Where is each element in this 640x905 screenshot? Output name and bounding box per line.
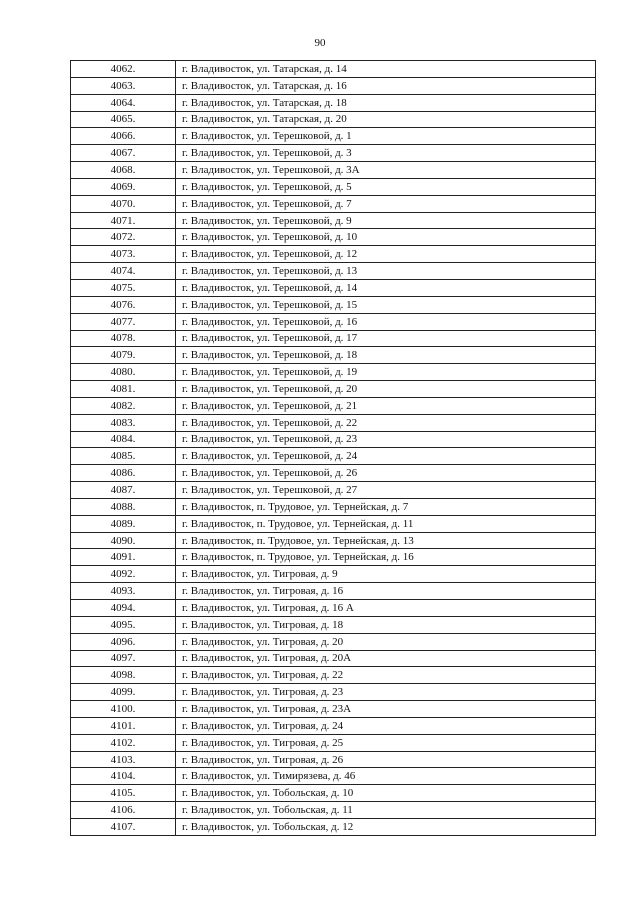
row-number-cell: 4106. — [71, 802, 176, 819]
table-row — [71, 751, 596, 768]
row-number-cell: 4066. — [71, 128, 176, 145]
row-number-cell: 4085. — [71, 448, 176, 465]
row-number-cell: 4065. — [71, 111, 176, 128]
address-cell: г. Владивосток, ул. Тобольская, д. 12 — [176, 818, 596, 835]
page-number: 90 — [314, 37, 326, 49]
address-cell: г. Владивосток, ул. Тигровая, д. 23 — [176, 684, 596, 701]
row-number-cell: 4102. — [71, 734, 176, 751]
table-row — [71, 667, 596, 684]
row-number-cell: 4079. — [71, 347, 176, 364]
table-row — [71, 482, 596, 499]
address-cell: г. Владивосток, ул. Терешковой, д. 7 — [176, 195, 596, 212]
row-number-cell: 4077. — [71, 313, 176, 330]
address-cell: г. Владивосток, п. Трудовое, ул. Тернейская, д. 13 — [176, 532, 596, 549]
row-number-cell: 4104. — [71, 768, 176, 785]
address-cell: г. Владивосток, ул. Терешковой, д. 3А — [176, 162, 596, 179]
table-row — [71, 94, 596, 111]
row-number-cell: 4093. — [71, 583, 176, 600]
address-cell: г. Владивосток, ул. Терешковой, д. 22 — [176, 414, 596, 431]
table-row — [71, 77, 596, 94]
table-row — [71, 347, 596, 364]
address-cell: г. Владивосток, ул. Тигровая, д. 23А — [176, 701, 596, 718]
row-number-cell: 4100. — [71, 701, 176, 718]
row-number-cell: 4073. — [71, 246, 176, 263]
table-row — [71, 549, 596, 566]
row-number-cell: 4078. — [71, 330, 176, 347]
row-number-cell: 4090. — [71, 532, 176, 549]
address-cell: г. Владивосток, ул. Тигровая, д. 9 — [176, 566, 596, 583]
row-number-cell: 4091. — [71, 549, 176, 566]
row-number-cell: 4064. — [71, 94, 176, 111]
address-cell: г. Владивосток, ул. Терешковой, д. 24 — [176, 448, 596, 465]
row-number-cell: 4095. — [71, 616, 176, 633]
address-cell: г. Владивосток, п. Трудовое, ул. Тернейская, д. 16 — [176, 549, 596, 566]
row-number-cell: 4097. — [71, 650, 176, 667]
row-number-cell: 4070. — [71, 195, 176, 212]
table-row — [71, 515, 596, 532]
table-row — [71, 246, 596, 263]
row-number-cell: 4105. — [71, 785, 176, 802]
row-number-cell: 4087. — [71, 482, 176, 499]
row-number-cell: 4084. — [71, 431, 176, 448]
table-row — [71, 162, 596, 179]
row-number-cell: 4082. — [71, 397, 176, 414]
row-number-cell: 4103. — [71, 751, 176, 768]
address-cell: г. Владивосток, ул. Тигровая, д. 26 — [176, 751, 596, 768]
row-number-cell: 4074. — [71, 263, 176, 280]
row-number-cell: 4098. — [71, 667, 176, 684]
table-row — [71, 785, 596, 802]
table-row — [71, 684, 596, 701]
table-row — [71, 465, 596, 482]
address-cell: г. Владивосток, ул. Терешковой, д. 12 — [176, 246, 596, 263]
table-row — [71, 448, 596, 465]
address-cell: г. Владивосток, ул. Тимирязева, д. 46 — [176, 768, 596, 785]
table-row — [71, 364, 596, 381]
address-table — [70, 60, 596, 836]
table-row — [71, 279, 596, 296]
row-number-cell: 4062. — [71, 61, 176, 78]
table-row — [71, 111, 596, 128]
address-cell: г. Владивосток, ул. Тобольская, д. 10 — [176, 785, 596, 802]
address-cell: г. Владивосток, ул. Тигровая, д. 20А — [176, 650, 596, 667]
table-row — [71, 802, 596, 819]
address-cell: г. Владивосток, ул. Татарская, д. 14 — [176, 61, 596, 78]
row-number-cell: 4081. — [71, 381, 176, 398]
address-cell: г. Владивосток, ул. Тигровая, д. 16 А — [176, 600, 596, 617]
address-cell: г. Владивосток, ул. Терешковой, д. 20 — [176, 381, 596, 398]
row-number-cell: 4092. — [71, 566, 176, 583]
address-cell: г. Владивосток, ул. Тигровая, д. 16 — [176, 583, 596, 600]
table-row — [71, 498, 596, 515]
row-number-cell: 4063. — [71, 77, 176, 94]
row-number-cell: 4094. — [71, 600, 176, 617]
row-number-cell: 4096. — [71, 633, 176, 650]
address-cell: г. Владивосток, ул. Тигровая, д. 18 — [176, 616, 596, 633]
table-row — [71, 566, 596, 583]
table-row — [71, 600, 596, 617]
address-cell: г. Владивосток, ул. Татарская, д. 18 — [176, 94, 596, 111]
address-cell: г. Владивосток, ул. Терешковой, д. 15 — [176, 296, 596, 313]
table-row — [71, 650, 596, 667]
table-row — [71, 616, 596, 633]
address-cell: г. Владивосток, п. Трудовое, ул. Тернейская, д. 11 — [176, 515, 596, 532]
table-row — [71, 229, 596, 246]
address-cell: г. Владивосток, ул. Тигровая, д. 25 — [176, 734, 596, 751]
address-cell: г. Владивосток, ул. Тигровая, д. 22 — [176, 667, 596, 684]
row-number-cell: 4076. — [71, 296, 176, 313]
address-cell: г. Владивосток, ул. Тигровая, д. 24 — [176, 717, 596, 734]
table-row — [71, 178, 596, 195]
table-row — [71, 734, 596, 751]
address-cell: г. Владивосток, ул. Терешковой, д. 9 — [176, 212, 596, 229]
address-cell: г. Владивосток, ул. Татарская, д. 20 — [176, 111, 596, 128]
row-number-cell: 4069. — [71, 178, 176, 195]
table-row — [71, 330, 596, 347]
address-cell: г. Владивосток, ул. Терешковой, д. 18 — [176, 347, 596, 364]
table-row — [71, 717, 596, 734]
address-cell: г. Владивосток, ул. Терешковой, д. 3 — [176, 145, 596, 162]
row-number-cell: 4067. — [71, 145, 176, 162]
table-row — [71, 532, 596, 549]
table-row — [71, 701, 596, 718]
address-cell: г. Владивосток, ул. Терешковой, д. 27 — [176, 482, 596, 499]
row-number-cell: 4086. — [71, 465, 176, 482]
row-number-cell: 4075. — [71, 279, 176, 296]
address-table-body — [71, 61, 596, 836]
table-row — [71, 633, 596, 650]
address-cell: г. Владивосток, ул. Терешковой, д. 23 — [176, 431, 596, 448]
address-cell: г. Владивосток, ул. Тобольская, д. 11 — [176, 802, 596, 819]
table-row — [71, 583, 596, 600]
address-cell: г. Владивосток, ул. Терешковой, д. 16 — [176, 313, 596, 330]
row-number-cell: 4107. — [71, 818, 176, 835]
table-row — [71, 818, 596, 835]
table-row — [71, 431, 596, 448]
table-row — [71, 414, 596, 431]
row-number-cell: 4068. — [71, 162, 176, 179]
address-cell: г. Владивосток, ул. Терешковой, д. 19 — [176, 364, 596, 381]
row-number-cell: 4072. — [71, 229, 176, 246]
table-row — [71, 397, 596, 414]
row-number-cell: 4099. — [71, 684, 176, 701]
table-row — [71, 212, 596, 229]
address-cell: г. Владивосток, ул. Терешковой, д. 14 — [176, 279, 596, 296]
table-row — [71, 768, 596, 785]
row-number-cell: 4083. — [71, 414, 176, 431]
row-number-cell: 4071. — [71, 212, 176, 229]
address-cell: г. Владивосток, ул. Тигровая, д. 20 — [176, 633, 596, 650]
address-cell: г. Владивосток, п. Трудовое, ул. Тернейская, д. 7 — [176, 498, 596, 515]
address-cell: г. Владивосток, ул. Терешковой, д. 13 — [176, 263, 596, 280]
table-row — [71, 263, 596, 280]
address-cell: г. Владивосток, ул. Терешковой, д. 1 — [176, 128, 596, 145]
row-number-cell: 4088. — [71, 498, 176, 515]
table-row — [71, 128, 596, 145]
address-cell: г. Владивосток, ул. Терешковой, д. 5 — [176, 178, 596, 195]
address-cell: г. Владивосток, ул. Терешковой, д. 17 — [176, 330, 596, 347]
table-row — [71, 145, 596, 162]
table-row — [71, 61, 596, 78]
table-row — [71, 296, 596, 313]
table-row — [71, 195, 596, 212]
row-number-cell: 4089. — [71, 515, 176, 532]
address-cell: г. Владивосток, ул. Терешковой, д. 26 — [176, 465, 596, 482]
table-row — [71, 381, 596, 398]
address-cell: г. Владивосток, ул. Терешковой, д. 10 — [176, 229, 596, 246]
address-cell: г. Владивосток, ул. Терешковой, д. 21 — [176, 397, 596, 414]
row-number-cell: 4101. — [71, 717, 176, 734]
row-number-cell: 4080. — [71, 364, 176, 381]
table-row — [71, 313, 596, 330]
address-cell: г. Владивосток, ул. Татарская, д. 16 — [176, 77, 596, 94]
